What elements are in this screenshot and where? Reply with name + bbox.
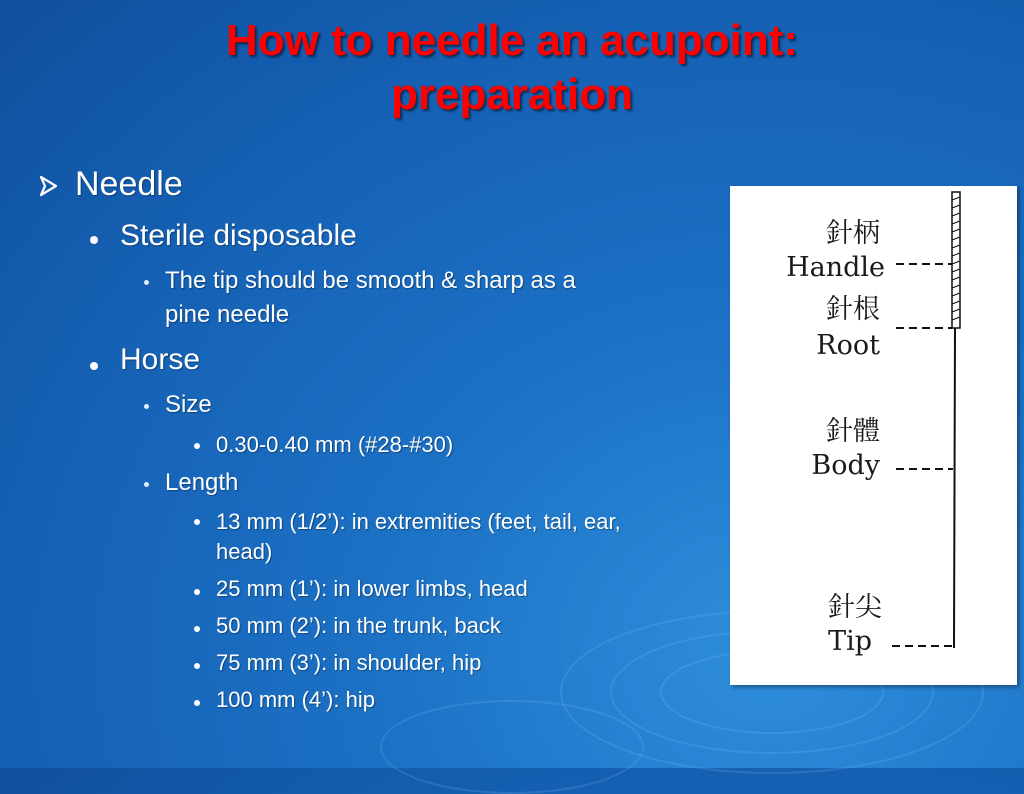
label-tip: Tip: [828, 626, 872, 657]
small-dot-bullet-icon: [144, 482, 149, 487]
small-dot-bullet-icon: [144, 404, 149, 409]
dot-bullet-icon: [90, 362, 98, 370]
dot-bullet-icon: [194, 519, 200, 525]
outline-length-13mm-line1: 13 mm (1/2’): in extremities (feet, tail, ear,: [216, 509, 621, 534]
label-body: Body: [811, 450, 880, 481]
dot-bullet-icon: [194, 663, 200, 669]
label-handle-chinese: 針柄: [826, 218, 880, 249]
outline-length-100mm: 100 mm (4’): hip: [216, 687, 375, 712]
arrow-bullet-icon: [38, 174, 60, 198]
dot-bullet-icon: [194, 443, 200, 449]
label-tip-chinese: 針尖: [828, 592, 882, 623]
outline-length-75mm: 75 mm (3’): in shoulder, hip: [216, 650, 482, 675]
needle-diagram: [730, 186, 1017, 685]
slide-title-line2: preparation: [390, 70, 634, 119]
outline-length: Length: [165, 469, 239, 496]
small-dot-bullet-icon: [144, 280, 149, 285]
label-root: Root: [816, 330, 880, 361]
dot-bullet-icon: [194, 589, 200, 595]
dot-bullet-icon: [194, 626, 200, 632]
label-root-chinese: 針根: [826, 294, 880, 325]
outline-size: Size: [165, 391, 212, 418]
outline-length-13mm-line2: head): [216, 539, 273, 564]
outline-length-50mm: 50 mm (2’): in the trunk, back: [216, 613, 501, 638]
outline-horse: Horse: [120, 343, 201, 376]
label-handle: Handle: [786, 252, 885, 283]
slide-title-line1: How to needle an acupoint:: [225, 16, 799, 65]
outline-sterile: Sterile disposable: [120, 219, 357, 252]
outline-tip-line1: The tip should be smooth & sharp as a: [165, 267, 576, 294]
outline-tip-line2: pine needle: [165, 301, 290, 328]
dot-bullet-icon: [194, 700, 200, 706]
dot-bullet-icon: [90, 236, 98, 244]
outline-length-25mm: 25 mm (1’): in lower limbs, head: [216, 576, 528, 601]
outline-needle: Needle: [75, 165, 183, 203]
outline-size-value: 0.30-0.40 mm (#28-#30): [216, 432, 454, 457]
label-body-chinese: 針體: [826, 416, 880, 447]
